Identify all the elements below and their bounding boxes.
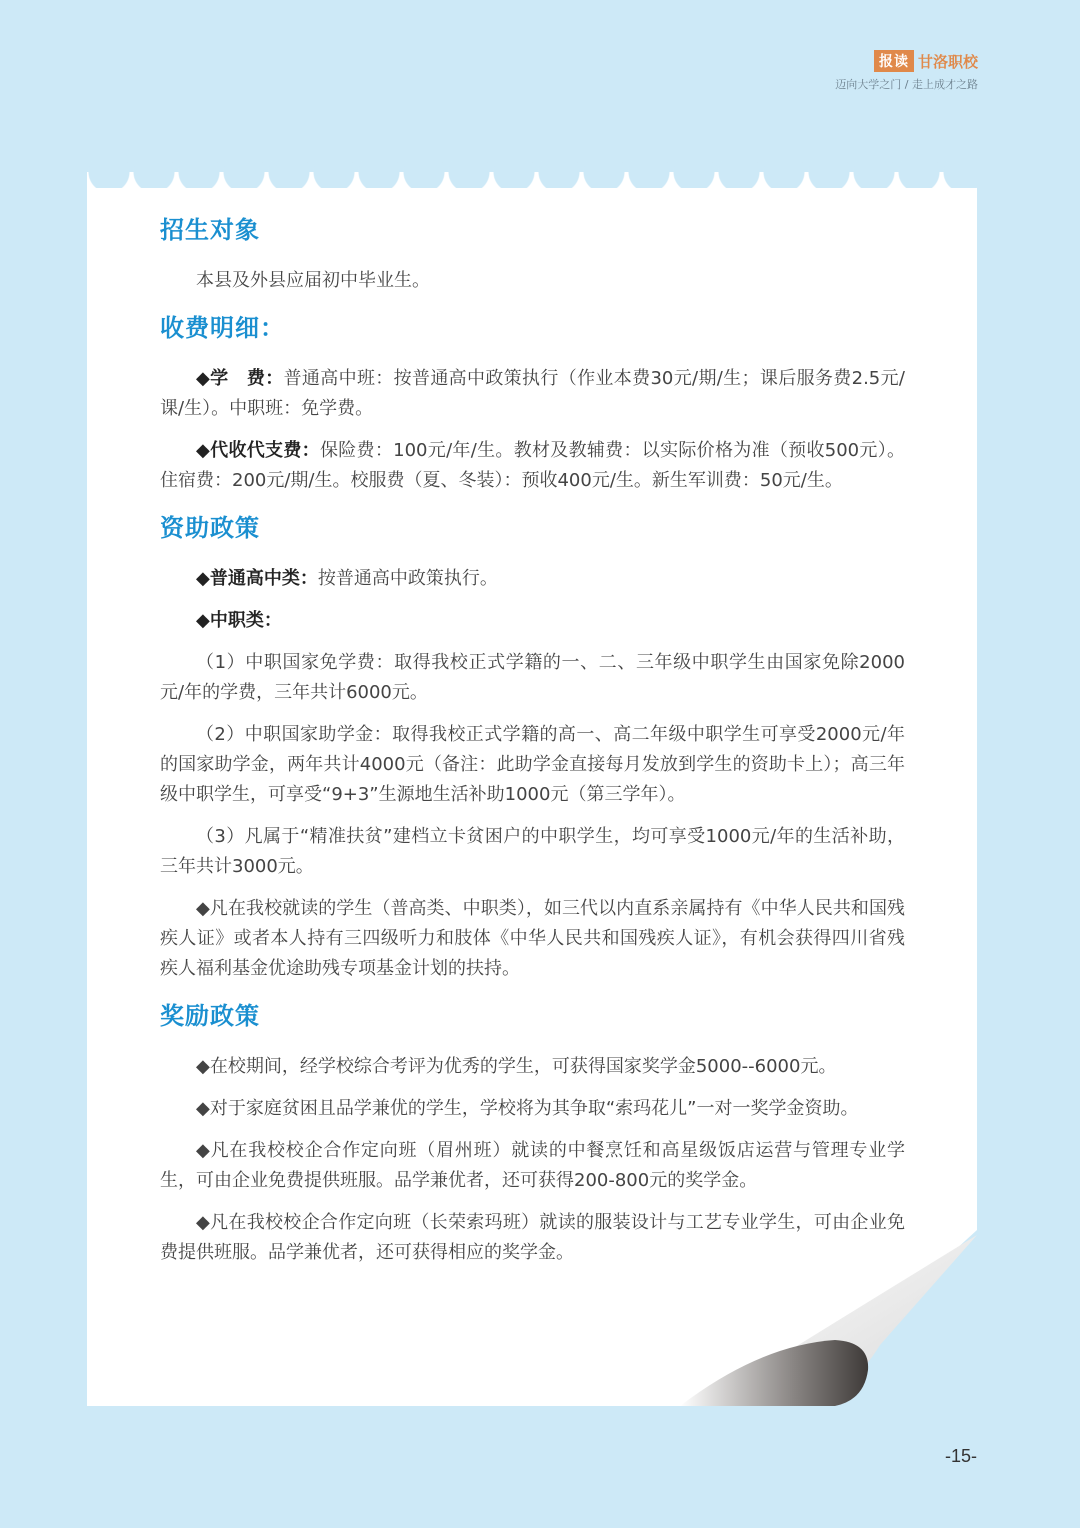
paragraph-lead: ◆普通高中类： [196, 568, 318, 589]
paragraph: ◆学 费：普通高中班：按普通高中政策执行（作业本费30元/期/生；课后服务费2.5元/课/生）。中职班：免学费。 [160, 368, 905, 419]
section-title: 收费明细： [160, 314, 285, 342]
section-fees [160, 308, 905, 496]
school-name: 甘洛职校 [917, 52, 978, 71]
paragraph [160, 606, 905, 636]
section-enrollment [160, 210, 905, 296]
paragraph: ◆对于家庭贫困且品学兼优的学生，学校将为其争取“索玛花儿”一对一奖学金资助。 [196, 1098, 859, 1119]
paragraph-lead: ◆代收代支费： [196, 440, 320, 461]
section-title: 资助政策 [160, 514, 260, 542]
paragraph: 本县及外县应届初中毕业生。 [196, 270, 430, 291]
paragraph: ◆代收代支费：保险费：100元/年/生。教材及教辅费：以实际价格为准（预收500元）。住宿费：200元/期/生。校服费（夏、冬装）：预收400元/生。新生军训费：50元/生。 [160, 440, 906, 491]
section-title: 奖励政策 [160, 1002, 260, 1030]
paragraph: ◆在校期间，经学校综合考评为优秀的学生，可获得国家奖学金5000--6000元。 [196, 1056, 837, 1077]
paragraph: （1）中职国家免学费：取得我校正式学籍的一、二、三年级中职学生由国家免除2000元/年的学费，三年共计6000元。 [160, 652, 905, 703]
page-number: -15- [944, 1446, 977, 1466]
paragraph: ◆凡在我校校企合作定向班（眉州班）就读的中餐烹饪和高星级饭店运营与管理专业学生，可由企业免费提供班服。品学兼优者，还可获得200-800元的奖学金。 [160, 1140, 905, 1191]
section-financial-aid [160, 508, 905, 984]
paragraph: （3）凡属于“精准扶贫”建档立卡贫困户的中职学生，均可享受1000元/年的生活补助，三年共计3000元。 [160, 826, 905, 877]
paragraph: ◆普通高中类：按普通高中政策执行。 [196, 568, 498, 589]
brand-badge: 报读 [874, 50, 914, 72]
scalloped-edge [87, 158, 977, 188]
paragraph-lead: ◆中职类： [196, 610, 282, 631]
brand-slogan: 迈向大学之门 / 走上成才之路 [835, 78, 978, 91]
paragraph-lead: ◆学 费： [196, 368, 284, 389]
section-title: 招生对象 [160, 216, 260, 244]
school-brand [835, 50, 978, 92]
paragraph: （2）中职国家助学金：取得我校正式学籍的高一、高二年级中职学生可享受2000元/年的国家助学金，两年共计4000元（备注：此助学金直接每月发放到学生的资助卡上）；高三年级中职学生，可享受“9+3”生源地生活补助1000元（第三学年）。 [160, 724, 905, 805]
paragraph: ◆凡在我校校企合作定向班（长荣索玛班）就读的服装设计与工艺专业学生，可由企业免费提供班服。品学兼优者，还可获得相应的奖学金。 [160, 1212, 905, 1263]
paragraph: ◆凡在我校就读的学生（普高类、中职类），如三代以内直系亲属持有《中华人民共和国残疾人证》或者本人持有三四级听力和肢体《中华人民共和国残疾人证》，有机会获得四川省残疾人福利基金优途助残专项基金计划的扶持。 [160, 898, 905, 979]
section-rewards [160, 996, 905, 1268]
document-content [160, 210, 905, 1280]
